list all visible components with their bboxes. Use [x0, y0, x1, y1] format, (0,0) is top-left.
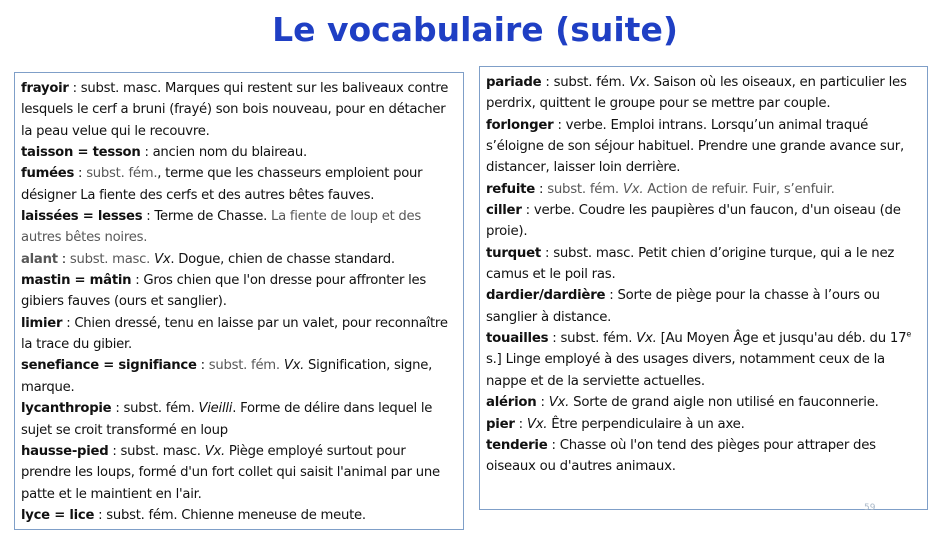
separator: :: [605, 288, 618, 304]
separator: :: [547, 437, 560, 453]
entry-laissees: [21, 206, 457, 249]
term: dardier/dardière: [486, 288, 606, 304]
separator: :: [196, 358, 209, 374]
grammar-note: subst. masc.: [69, 251, 151, 267]
term: taisson = tesson: [21, 145, 141, 161]
definition: Chasse où l'on tend des pièges pour attraper des oiseaux ou d'autres animaux.: [486, 437, 876, 475]
abbreviation: Vx.: [622, 181, 644, 197]
term: lycanthropie: [21, 401, 112, 417]
entry-alerion: [486, 392, 921, 413]
definition: ancien nom du blaireau.: [152, 145, 307, 161]
separator: :: [142, 209, 155, 225]
definition: Chien dressé, tenu en laisse par un valet, pour reconnaître la trace du gibier.: [21, 315, 448, 353]
entry-hausse-pied: [21, 441, 457, 505]
separator: :: [111, 401, 124, 417]
term: hausse-pied: [21, 443, 109, 459]
term: fumées: [21, 166, 75, 182]
definition: . Saison où les oiseaux, en particulier les perdrix, quittent le groupe pour se mettre par couple.: [486, 75, 907, 112]
definition: Être perpendiculaire à un axe.: [547, 416, 745, 432]
term: limier: [21, 315, 63, 331]
term: forlonger: [486, 117, 554, 133]
separator: :: [108, 443, 121, 459]
definition: Signification, signe, marque.: [21, 358, 433, 395]
definition-prefix: subst. masc.: [120, 443, 205, 459]
abbreviation: Vx.: [283, 358, 305, 374]
separator: :: [521, 203, 534, 219]
entry-lycanthropie: [21, 398, 457, 441]
slide-title: Le vocabulaire (suite): [272, 10, 678, 49]
entry-touailles: [486, 328, 921, 392]
term: alérion: [486, 395, 537, 411]
separator: :: [548, 331, 561, 347]
entry-pier: [486, 414, 921, 435]
definition: , terme que les chasseurs emploient pour désigner La fiente des cerfs et des autres bêtes fauves.: [21, 166, 423, 203]
separator: :: [131, 273, 144, 289]
definition: verbe. Coudre les paupières d'un faucon, d'un oiseau (de proie).: [486, 203, 901, 240]
separator: :: [535, 181, 548, 197]
definition: subst. masc. Marques qui restent sur les baliveaux contre lesquels le cerf a bruni (frayé) son bois nouveau, pour en détacher la peau velue qui le recouvre.: [21, 81, 449, 139]
separator: :: [68, 81, 81, 96]
term: laissées = lesses: [21, 209, 143, 225]
grammar-note: subst. fém.: [86, 166, 158, 182]
abbreviation: Vx.: [526, 416, 548, 432]
separator: :: [74, 166, 87, 182]
term: ciller: [486, 203, 522, 219]
right-vocabulary-box: [479, 66, 928, 510]
abbreviation: Vx: [154, 251, 171, 267]
definition-prefix: subst. fém.: [553, 75, 630, 90]
definition: subst. fém. Chienne meneuse de meute.: [106, 507, 366, 523]
entry-taisson: [21, 142, 457, 163]
abbreviation: Vx.: [636, 331, 657, 347]
definition: Sorte de piège pour la chasse à l’ours ou sanglier à distance.: [486, 288, 880, 325]
term: touailles: [486, 331, 549, 347]
page-number: 59: [864, 503, 876, 513]
term: refuite: [486, 181, 536, 197]
abbreviation: Vx.: [548, 395, 570, 411]
separator: :: [57, 251, 70, 267]
definition-suffix: s.] Linge employé à des usages divers, notamment ceux de la nappe et de la serviette actuelles.: [486, 352, 885, 389]
definition-prefix: subst. fém.: [123, 401, 199, 417]
term: pariade: [486, 75, 542, 90]
term: senefiance = signifiance: [21, 358, 197, 374]
definition-prefix: subst. fém.: [560, 331, 637, 347]
term: pier: [486, 416, 515, 432]
term: tenderie: [486, 437, 548, 453]
grammar-note: subst. fém.: [208, 358, 280, 374]
definition-gray: La fiente de loup et des autres bêtes noires.: [21, 209, 422, 246]
definition: subst. masc. Petit chien d’origine turque, qui a le nez camus et le poil ras.: [486, 245, 895, 283]
separator: :: [536, 395, 549, 411]
definition: Piège employé surtout pour prendre les loups, formé d'un fort collet qui saisit l'animal par une patte et le maintient en l'air.: [21, 443, 440, 502]
separator: :: [541, 245, 554, 261]
separator: :: [94, 507, 107, 523]
entry-fumees: [21, 163, 457, 206]
entry-dardier: [486, 285, 921, 328]
definition: Gros chien que l'on dresse pour affronter les gibiers fauves (ours et sanglier).: [21, 273, 427, 310]
abbreviation: Vx.: [204, 443, 225, 459]
entry-refuite: [486, 179, 921, 200]
abbreviation: Vieilli: [198, 401, 233, 417]
superscript: e: [906, 329, 911, 339]
entry-pariade: [486, 72, 921, 115]
abbreviation: Vx: [629, 75, 646, 90]
separator: :: [553, 117, 566, 133]
definition: [Au Moyen Âge et jusqu'au déb. du 17: [656, 331, 907, 347]
entry-limier: [21, 313, 457, 356]
definition: . Dogue, chien de chasse standard.: [170, 251, 395, 267]
separator: :: [140, 145, 153, 161]
entry-forlonger: [486, 115, 921, 179]
definition: Terme de Chasse.: [154, 209, 271, 225]
left-vocabulary-box: [14, 72, 464, 530]
entry-lyce: [21, 505, 457, 526]
entry-senefiance: [21, 355, 457, 398]
term: mastin = mâtin: [21, 273, 132, 289]
definition-gray: Action de refuir. Fuir, s’enfuir.: [643, 181, 835, 197]
entry-turquet: [486, 243, 921, 286]
entry-mastin: [21, 270, 457, 313]
entry-tenderie: [486, 435, 921, 478]
entry-frayoir: [21, 78, 457, 142]
term: alant: [21, 251, 58, 267]
term: frayoir: [21, 81, 69, 96]
entry-ciller: [486, 200, 921, 243]
definition: verbe. Emploi intrans. Lorsqu’un animal traqué s’éloigne de son séjour habituel. Prendre une grande avance sur, distancer, laisser loin derrière.: [486, 117, 904, 176]
definition: . Forme de délire dans lequel le sujet se croit transformé en loup: [21, 401, 433, 438]
entry-alant: [21, 249, 457, 270]
grammar-note: subst. fém.: [547, 181, 619, 197]
term: lyce = lice: [21, 507, 95, 523]
separator: :: [514, 416, 527, 432]
separator: :: [541, 75, 554, 90]
definition: Sorte de grand aigle non utilisé en fauconnerie.: [569, 395, 879, 411]
term: turquet: [486, 245, 541, 261]
separator: :: [62, 315, 75, 331]
